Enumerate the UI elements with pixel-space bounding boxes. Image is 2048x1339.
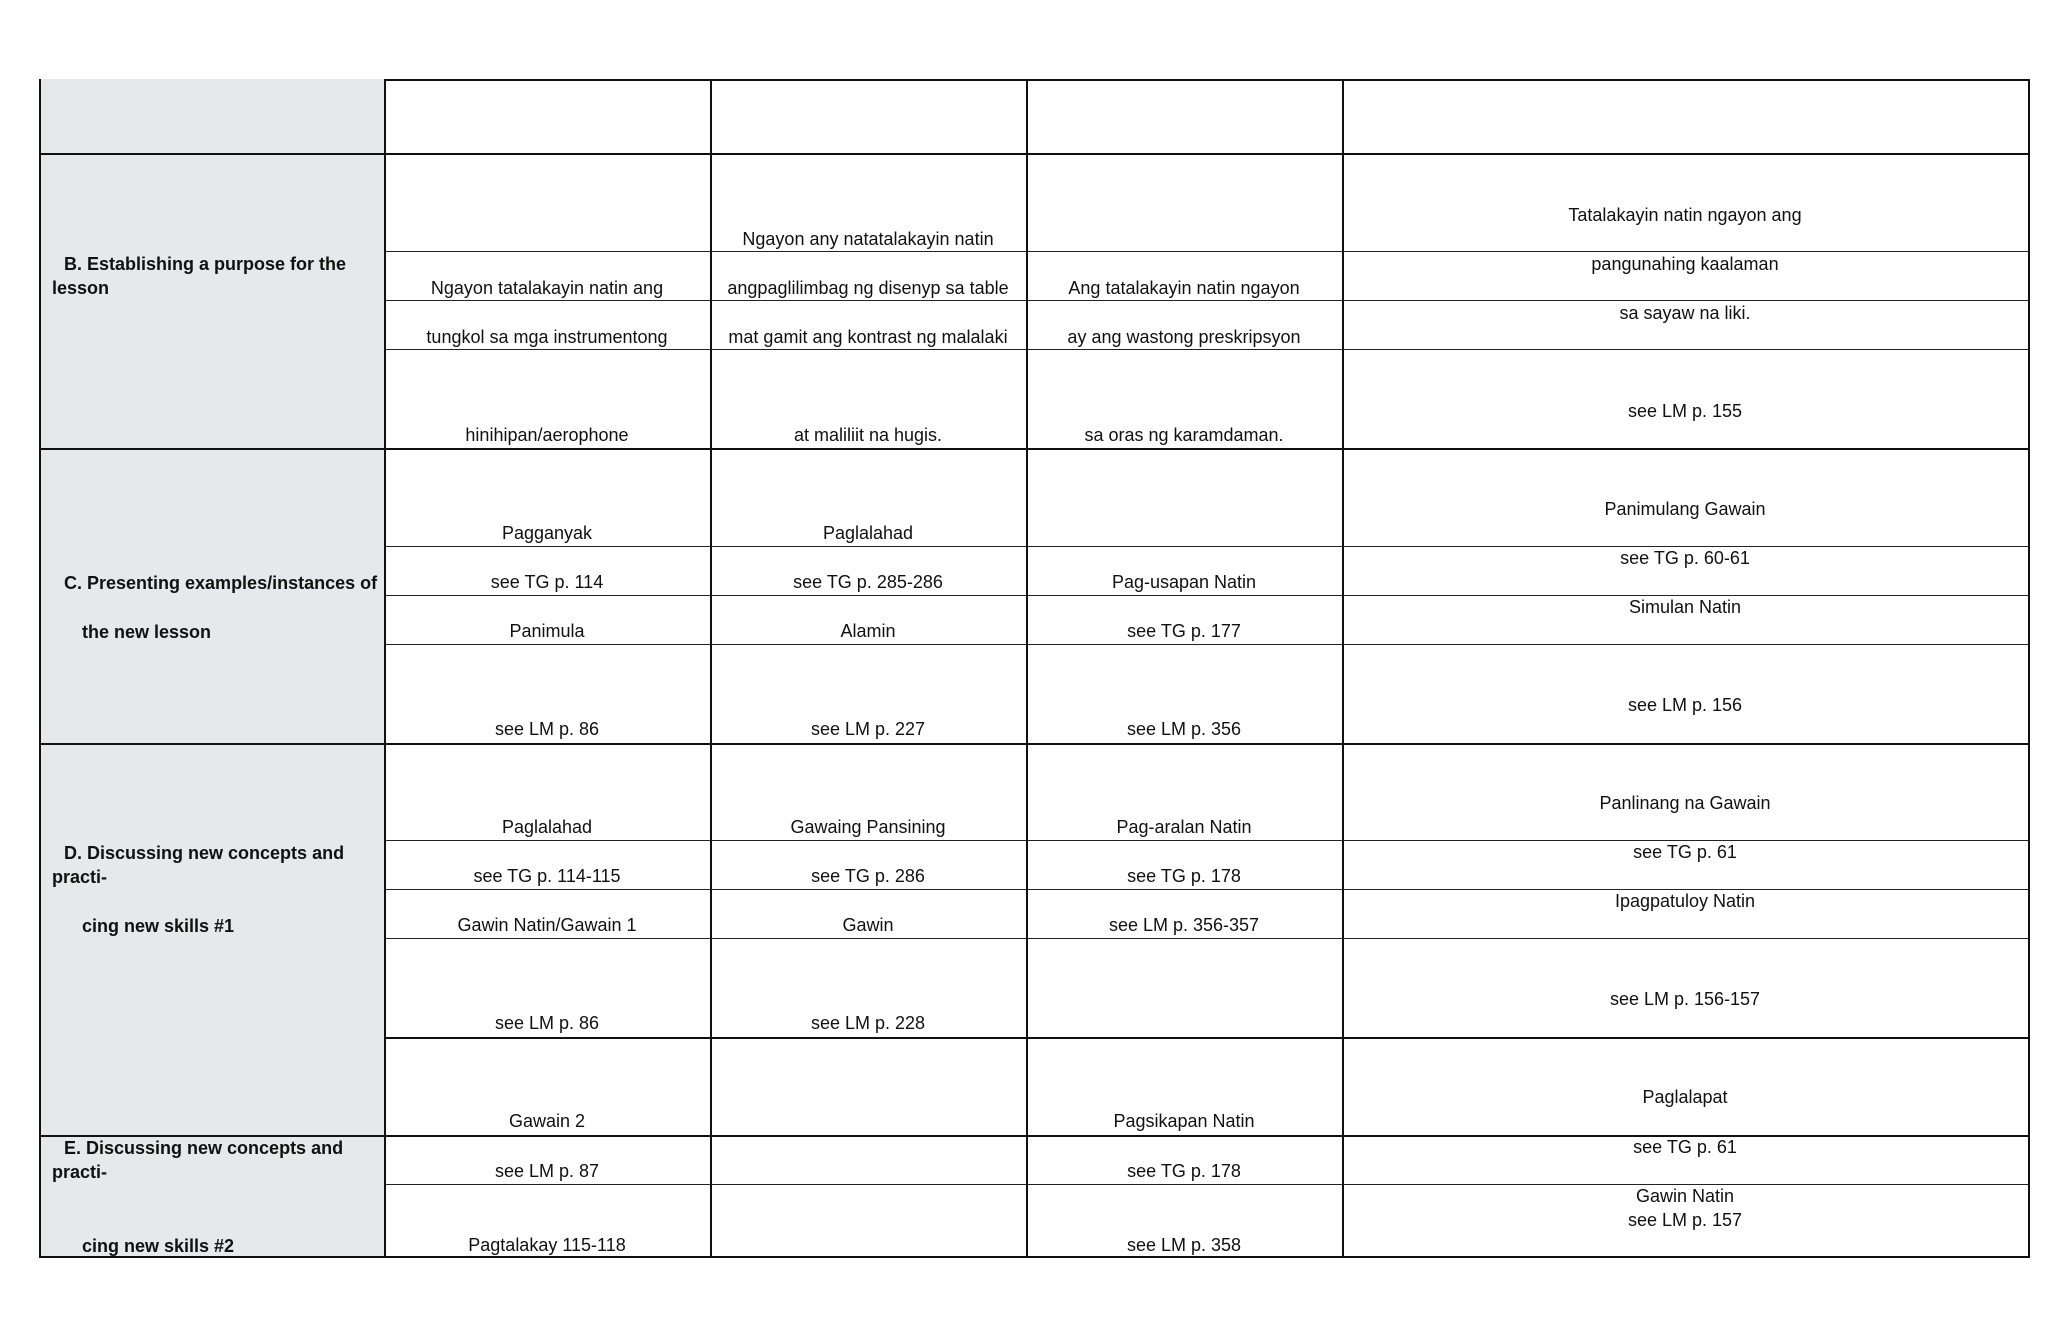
row-b-col4-text: sa sayaw na liki. — [1619, 303, 1751, 323]
row-d-label: practi- — [52, 867, 108, 887]
table-right-border — [2028, 79, 2030, 1257]
row-d-col1-text: see LM p. 86 — [494, 1013, 600, 1033]
row-c-col1-text: Panimula — [509, 621, 585, 641]
row-c-col4-text: see TG p. 60-61 — [1620, 548, 1750, 568]
subrow-line — [384, 595, 2030, 596]
subrow-line — [384, 546, 2030, 547]
subrow-line — [384, 1184, 2030, 1185]
row-d-col3-text: see LM p. 356-357 — [1108, 915, 1260, 935]
row-c-col4-text: Panimulang Gawain — [1604, 499, 1766, 519]
row-d-label: D. Discussing new concepts and — [64, 843, 345, 863]
row-b-col1-text: Ngayon tatalakayin natin ang — [430, 278, 664, 298]
row-divider-b — [39, 153, 2030, 155]
row-d-col2-text: see LM p. 228 — [810, 1013, 926, 1033]
row-e-label: E. Discussing new concepts and — [64, 1138, 344, 1158]
row-e-col1-text: see LM p. 87 — [494, 1161, 600, 1181]
row-e-col4-text: see TG p. 61 — [1633, 1137, 1737, 1157]
row-d-col2-text: Gawin — [842, 915, 894, 935]
row-c-col2-text: Alamin — [840, 621, 896, 641]
row-d-col2-text: see TG p. 286 — [811, 866, 925, 886]
row-c-col2-text: see TG p. 285-286 — [793, 572, 943, 592]
row-b-col4-text: pangunahing kaalaman — [1591, 254, 1779, 274]
subrow-line — [384, 644, 2030, 645]
table-bottom-border — [39, 1256, 2030, 1258]
row-e-col1-text: Pagtalakay 115-118 — [468, 1235, 626, 1255]
row-c-label: C. Presenting examples/instances of — [64, 573, 378, 593]
row-c-label: the new lesson — [82, 622, 212, 642]
subrow-line — [384, 300, 2030, 301]
subrow-line — [384, 840, 2030, 841]
row-b-col2-text: mat gamit ang kontrast ng malalaki — [728, 327, 1008, 347]
row-d-label: cing new skills #1 — [82, 916, 235, 936]
row-c-col4-text: see LM p. 156 — [1627, 695, 1743, 715]
row-e-col3-text: see TG p. 178 — [1127, 1161, 1241, 1181]
table-left-border — [39, 79, 41, 1257]
row-d-col1-text: Gawin Natin/Gawain 1 — [457, 915, 637, 935]
row-d-col3-text: Pag-aralan Natin — [1116, 817, 1252, 837]
subrow-line — [384, 938, 2030, 939]
row-c-col3-text: see TG p. 177 — [1127, 621, 1241, 641]
row-e-label: cing new skills #2 — [82, 1236, 235, 1256]
row-d-col1-text: Paglalahad — [501, 817, 593, 837]
row-c-col2-text: see LM p. 227 — [810, 719, 926, 739]
row-c-col4-text: Simulan Natin — [1628, 597, 1742, 617]
row-b-label: B. Establishing a purpose for the — [64, 254, 347, 274]
row-c-col1-text: see TG p. 114 — [490, 572, 604, 592]
row-e-col4-text: Paglalapat — [1642, 1087, 1728, 1107]
subrow-line — [384, 349, 2030, 350]
row-d-col3-text: see TG p. 178 — [1127, 866, 1241, 886]
table-top-border — [384, 79, 2030, 81]
column-divider — [710, 79, 712, 1257]
row-e-col4-text: see LM p. 157 — [1627, 1210, 1743, 1230]
row-e-col3-text: Pagsikapan Natin — [1113, 1111, 1255, 1131]
row-c-col2-text: Paglalahad — [822, 523, 914, 543]
row-b-col3-text: Ang tatalakayin natin ngayon — [1068, 278, 1300, 298]
row-c-col1-text: see LM p. 86 — [494, 719, 600, 739]
row-b-col4-text: see LM p. 155 — [1627, 401, 1743, 421]
row-e-col4-text: Gawin Natin — [1635, 1186, 1735, 1206]
row-divider-e-top — [384, 1037, 2030, 1039]
row-c-col3-text: Pag-usapan Natin — [1111, 572, 1257, 592]
row-b-col3-text: sa oras ng karamdaman. — [1084, 425, 1284, 445]
subrow-line — [384, 251, 2030, 252]
row-divider-c — [39, 448, 2030, 450]
row-b-col1-text: hinihipan/aerophone — [465, 425, 629, 445]
row-d-col4-text: see LM p. 156-157 — [1609, 989, 1761, 1009]
row-e-col3-text: see LM p. 358 — [1126, 1235, 1242, 1255]
row-b-col4-text: Tatalakayin natin ngayon ang — [1568, 205, 1802, 225]
row-c-col1-text: Pagganyak — [501, 523, 593, 543]
row-d-col4-text: Ipagpatuloy Natin — [1614, 891, 1756, 911]
row-d-col2-text: Gawaing Pansining — [790, 817, 946, 837]
subrow-line — [384, 889, 2030, 890]
row-b-col2-text: angpaglilimbag ng disenyp sa table — [727, 278, 1009, 298]
row-d-col4-text: Panlinang na Gawain — [1599, 793, 1771, 813]
row-d-col1-text: see TG p. 114-115 — [473, 866, 621, 886]
row-e-col1-text: Gawain 2 — [508, 1111, 586, 1131]
row-b-col2-text: Ngayon any natatalakayin natin — [742, 229, 994, 249]
row-c-col3-text: see LM p. 356 — [1126, 719, 1242, 739]
row-b-col3-text: ay ang wastong preskripsyon — [1067, 327, 1301, 347]
column-divider — [1026, 79, 1028, 1257]
row-d-col4-text: see TG p. 61 — [1633, 842, 1737, 862]
row-e-label: practi- — [52, 1162, 108, 1182]
row-b-col1-text: tungkol sa mga instrumentong — [426, 327, 668, 347]
row-divider-d — [39, 743, 2030, 745]
column-divider — [384, 79, 386, 1257]
row-b-col2-text: at maliliit na hugis. — [793, 425, 943, 445]
column-divider — [1342, 79, 1344, 1257]
row-b-label: lesson — [52, 278, 110, 298]
